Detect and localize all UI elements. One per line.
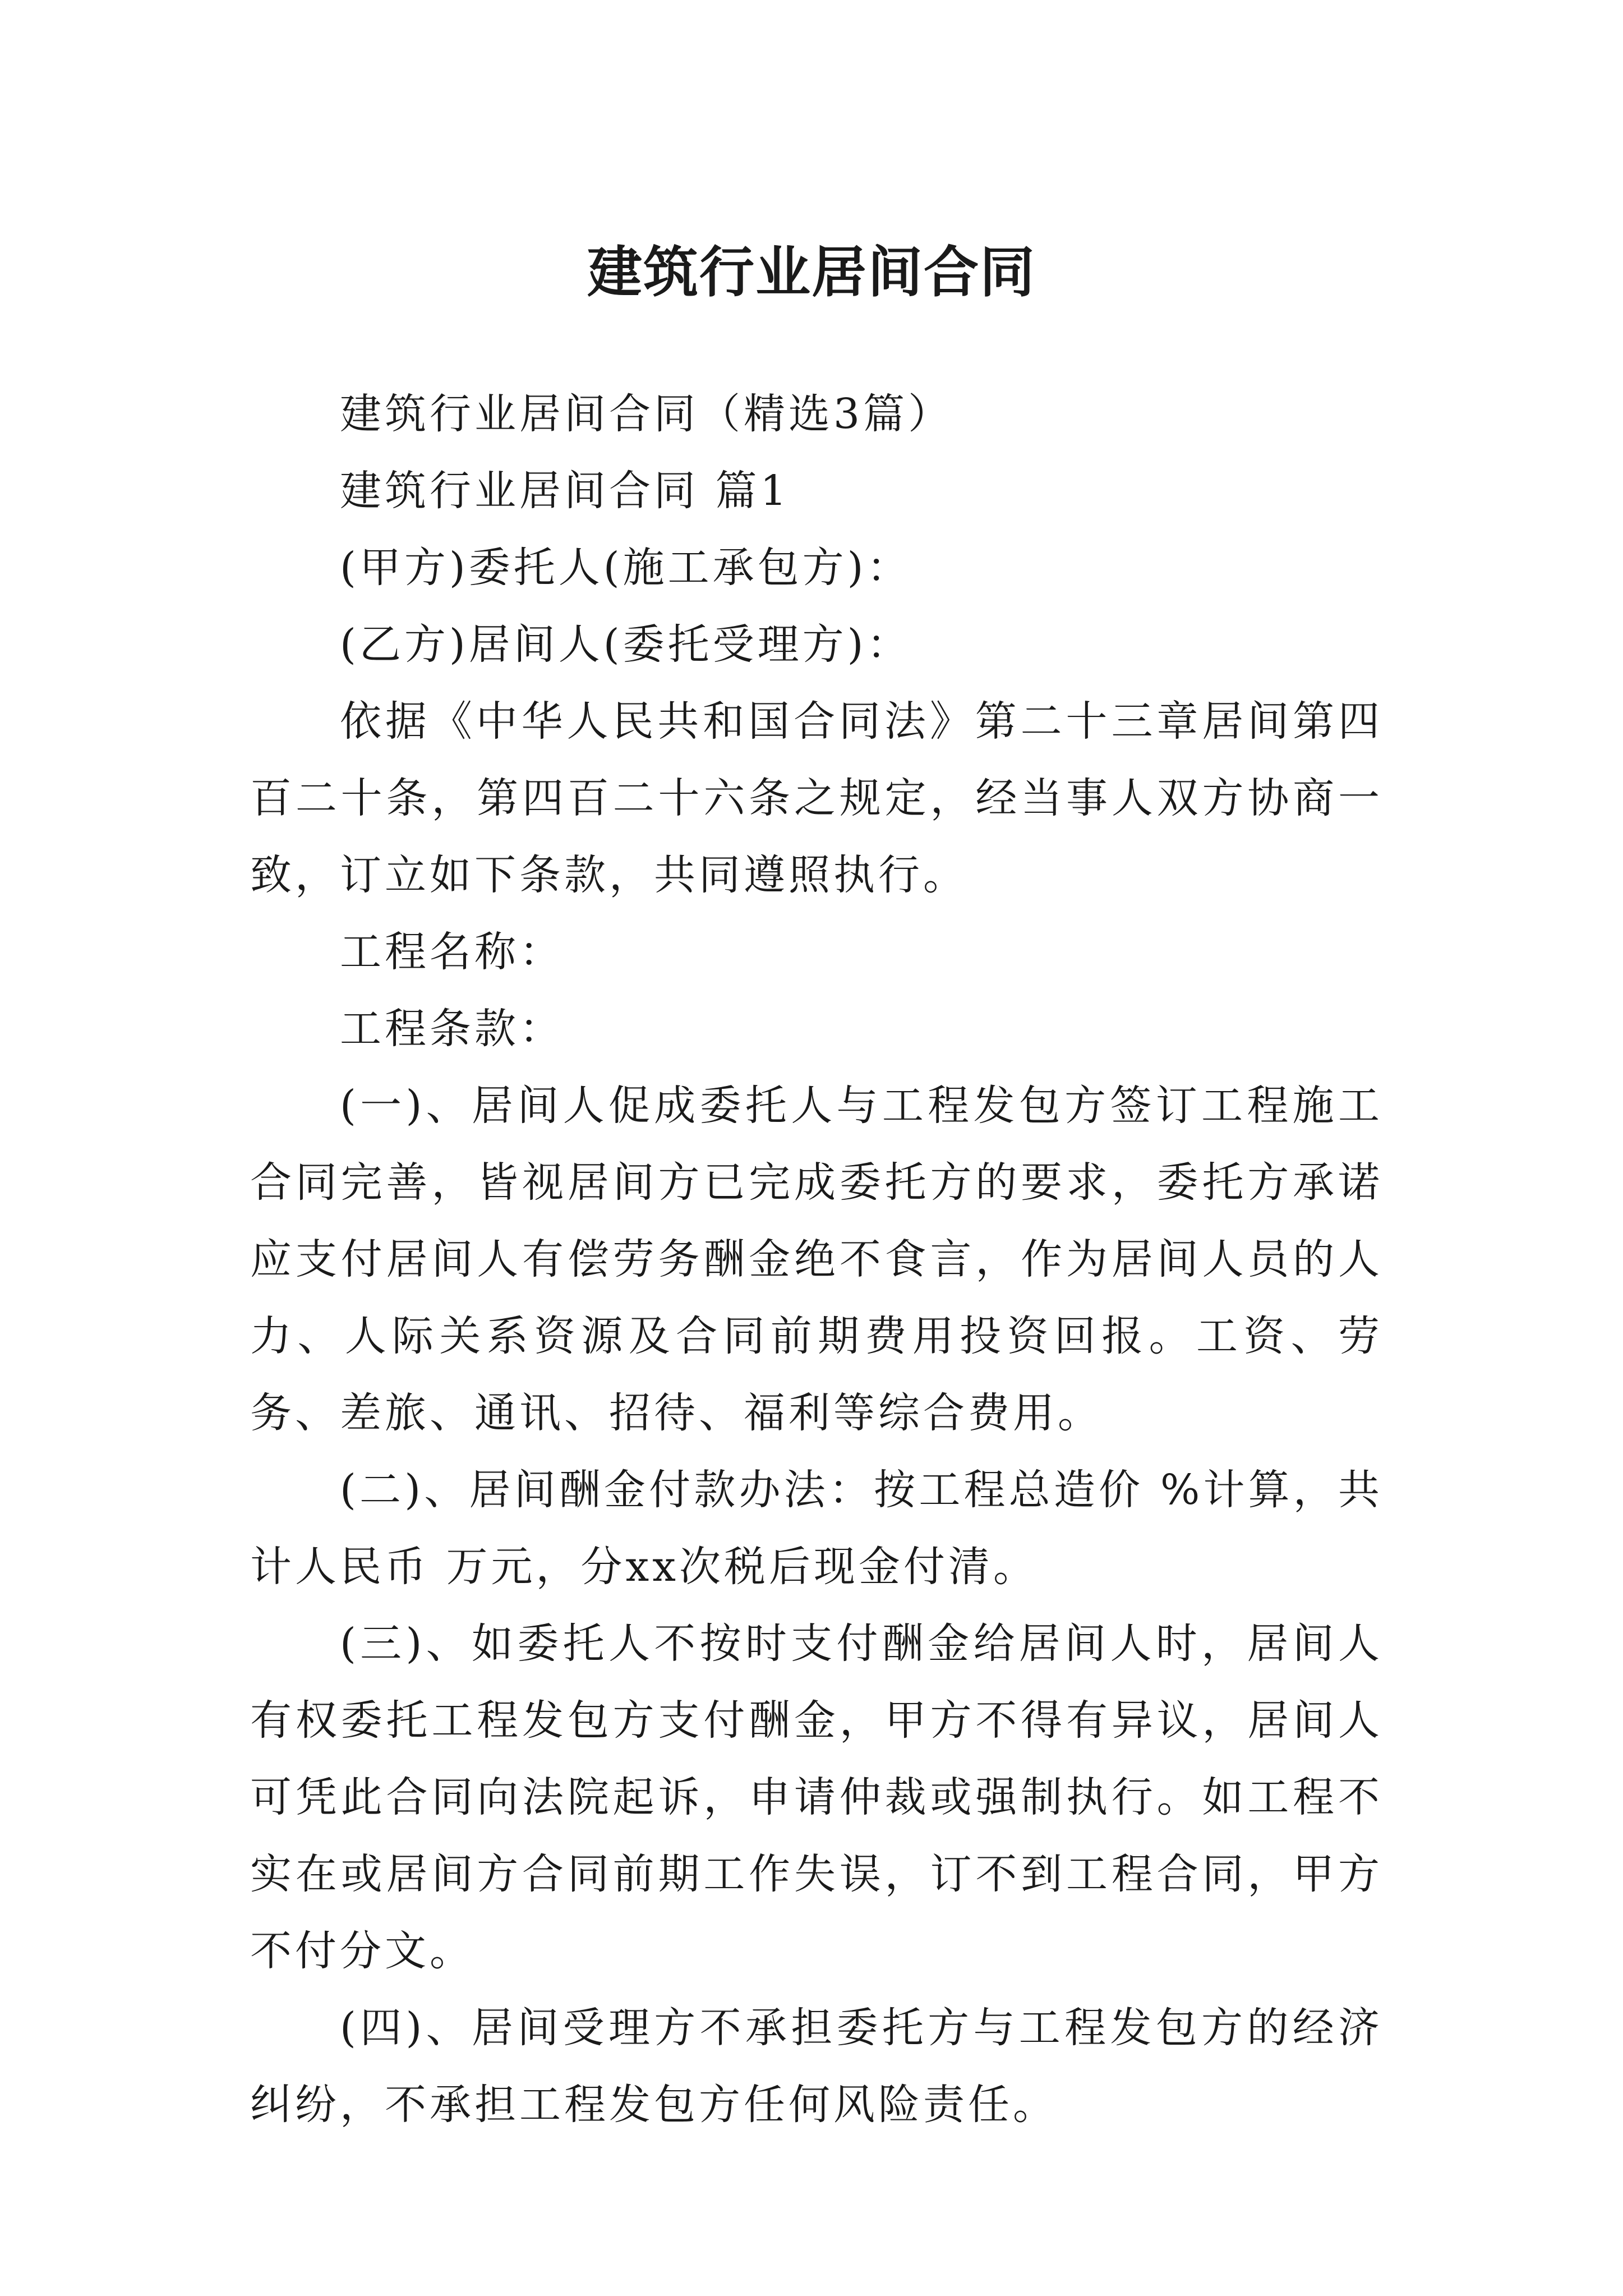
paragraph-party-a: (甲方)委托人(施工承包方)： <box>340 544 912 592</box>
paragraph-party-b: (乙方)居间人(委托受理方)： <box>340 620 912 669</box>
paragraph-clause-4: (四)、居间受理方不承担委托方与工程发包方的经济纠纷，不承担工程发包方任何风险责任。 <box>250 2004 1383 2129</box>
paragraph-project-name: 工程名称： <box>340 928 564 976</box>
paragraph-project-terms: 工程条款： <box>340 1005 564 1053</box>
paragraph-clause-3: (三)、如委托人不按时支付酬金给居间人时，居间人有权委托工程发包方支付酬金，甲方不得有异议，居间人可凭此合同向法院起诉，申请仲裁或强制执行。如工程不实在或居间方合同前期工作失误，订不到工程合同，甲方不付分文。 <box>250 1619 1383 1975</box>
document-body <box>250 376 1383 2143</box>
paragraph-section-heading: 建筑行业居间合同 篇1 <box>340 467 790 515</box>
paragraph-legal-basis: 依据《中华人民共和国合同法》第二十三章居间第四百二十条，第四百二十六条之规定，经当事人双方协商一致，订立如下条款，共同遵照执行。 <box>250 697 1383 899</box>
document-title: 建筑行业居间合同 <box>587 240 1036 305</box>
paragraph-subtitle: 建筑行业居间合同（精选3篇） <box>340 390 953 438</box>
paragraph-clause-2: (二)、居间酬金付款办法：按工程总造价 %计算，共计人民币 万元，分xx次税后现金付清。 <box>250 1466 1383 1591</box>
paragraph-clause-1: (一)、居间人促成委托人与工程发包方签订工程施工合同完善，皆视居间方已完成委托方的要求，委托方承诺应支付居间人有偿劳务酬金绝不食言，作为居间人员的人力、人际关系资源及合同前期费用投资回报。工资、劳务、差旅、通讯、招待、福利等综合费用。 <box>250 1082 1383 1437</box>
